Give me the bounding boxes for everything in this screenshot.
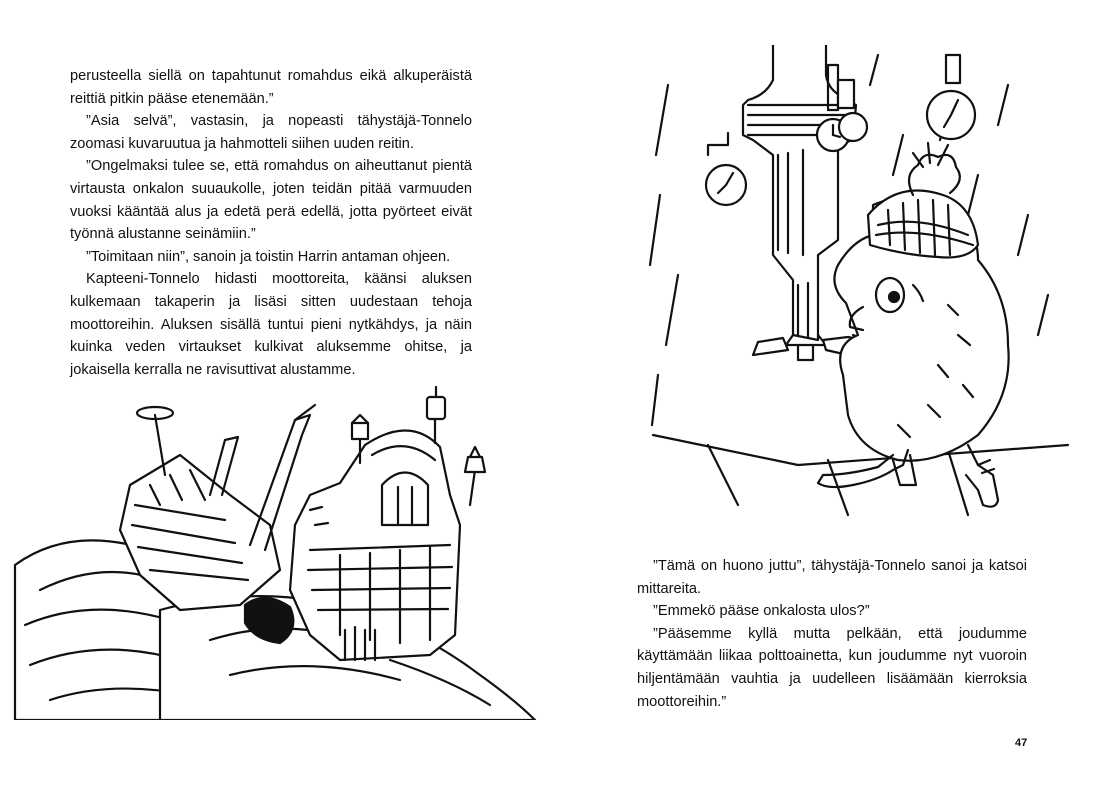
right-page xyxy=(548,0,1096,794)
paragraph: ”Pääsemme kyllä mutta pelkään, että joudumme käyttämään liikaa polttoainetta, kun joudumme nyt vuoroin hiljentämään vauhtia ja uudelleen lisäämään kierroksia moottoreihin.” xyxy=(637,625,1027,710)
right-page-text xyxy=(637,555,1027,713)
paragraph: ”Ongelmaksi tulee se, että romahdus on aiheuttanut pientä virtausta onkalon suuaukolle, joten teidän pitää varmuuden vuoksi kääntää alus ja edetä perä edellä, jotta pyörteet eivät työnnä alustanne seinämiin.” xyxy=(70,158,472,243)
paragraph: ”Tämä on huono juttu”, tähystäjä-Tonnelo sanoi ja katsoi mittareita. xyxy=(637,558,1027,597)
left-page-text xyxy=(70,65,472,381)
paragraph: perusteella siellä on tapahtunut romahdus eikä alkuperäistä reittiä pitkin pääse etenemään.” xyxy=(70,68,472,107)
kiwi-periscope-icon xyxy=(648,45,1078,520)
paragraph: ”Asia selvä”, vastasin, ja nopeasti tähystäjä-Tonnelo zoomasi kuvaruutua ja hahmotteli siihen uuden reitin. xyxy=(70,113,472,152)
page-number: 47 xyxy=(1015,737,1028,749)
paragraph: ”Toimitaan niin”, sanoin ja toistin Harrin antaman ohjeen. xyxy=(86,248,451,265)
paragraph: Kapteeni-Tonnelo hidasti moottoreita, käänsi aluksen kulkemaan takaperin ja lisäsi sitten uudestaan tehoja moottoreihin. Aluksen sisällä tuntui pieni nytkähdys, ja näin kuinka veden virtaukset kulkivat aluksemme ohitse, ja jokaisella kerralla ne ravisuttivat alustamme. xyxy=(70,271,472,378)
ship-on-rocks-icon xyxy=(10,375,545,720)
paragraph: ”Emmekö pääse onkalosta ulos?” xyxy=(653,603,870,620)
